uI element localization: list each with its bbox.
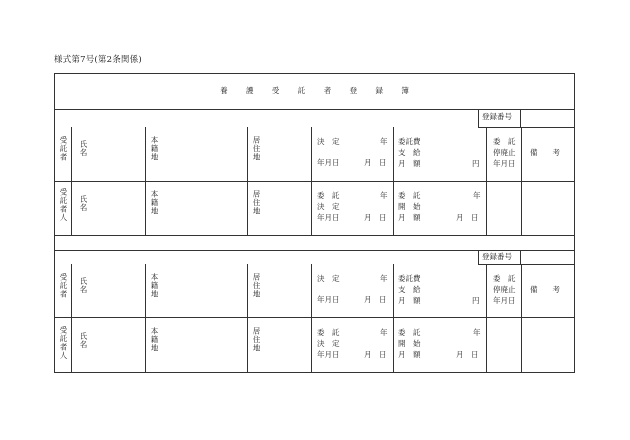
row-side-label: 受託者人	[59, 326, 68, 360]
rule	[55, 250, 574, 251]
decision-date-label: 委 託	[317, 328, 340, 337]
registration-number-label: 登録番号	[482, 112, 512, 121]
rule	[486, 264, 487, 372]
domicile-label: 本籍地	[150, 273, 159, 299]
rule	[71, 127, 72, 235]
rule	[393, 264, 394, 372]
year-label: 年	[380, 191, 388, 200]
month-day-label: 月 日	[364, 213, 387, 222]
name-label: 氏名	[79, 277, 88, 294]
title-char: 託	[297, 86, 306, 95]
stop-date-label: 年月日	[493, 159, 516, 168]
rule	[145, 127, 146, 235]
residence-label: 居住地	[252, 190, 261, 216]
page-title	[55, 86, 574, 96]
rule	[55, 317, 574, 318]
decision-date-label: 年月日	[317, 350, 340, 359]
yen-label: 円	[472, 296, 480, 305]
rule	[478, 264, 574, 265]
start-label: 月 額	[398, 350, 421, 359]
rule	[247, 127, 248, 235]
title-char: 者	[323, 86, 332, 95]
month-day-label: 月 日	[456, 350, 479, 359]
stop-date-label: 委 託	[493, 137, 516, 146]
remarks-label: 備 考	[530, 285, 560, 294]
decision-date-label: 年月日	[317, 158, 340, 167]
fee-label: 委託費	[398, 137, 421, 146]
month-day-label: 月 日	[364, 350, 387, 359]
decision-date-label: 決 定	[317, 137, 340, 146]
title-char: 登	[349, 86, 358, 95]
name-label: 氏名	[79, 140, 88, 157]
year-label: 年	[380, 274, 388, 283]
rule	[520, 250, 521, 264]
fee-label: 支 給	[398, 285, 421, 294]
year-label: 年	[380, 328, 388, 337]
start-label: 月 額	[398, 213, 421, 222]
rule	[311, 127, 312, 235]
rule	[55, 181, 574, 182]
title-char: 護	[246, 86, 254, 95]
domicile-label: 本籍地	[150, 190, 159, 216]
title-char: 養	[220, 86, 228, 95]
title-char: 受	[271, 86, 280, 95]
stop-date-label: 委 託	[493, 274, 516, 283]
rule	[521, 264, 522, 372]
rule	[486, 127, 487, 235]
yen-label: 円	[472, 159, 480, 168]
rule	[71, 264, 72, 372]
residence-label: 居住地	[252, 136, 261, 162]
rule	[55, 235, 574, 236]
row-side-label: 受託者人	[59, 188, 68, 222]
decision-date-label: 委 託	[317, 191, 340, 200]
registry-table	[54, 73, 575, 373]
row-side-label: 受託者	[59, 273, 68, 299]
rule	[311, 264, 312, 372]
start-label: 開 始	[398, 202, 421, 211]
name-label: 氏名	[79, 332, 88, 349]
start-label: 委 託	[398, 191, 421, 200]
title-char: 録	[375, 86, 383, 95]
rule	[478, 250, 479, 264]
fee-label: 支 給	[398, 148, 421, 157]
row-side-label: 受託者	[59, 136, 68, 162]
rule	[393, 127, 394, 235]
rule	[520, 109, 521, 127]
decision-date-label: 決 定	[317, 202, 340, 211]
year-label: 年	[380, 137, 388, 146]
start-label: 開 始	[398, 339, 421, 348]
rule	[478, 109, 479, 127]
decision-date-label: 年月日	[317, 295, 340, 304]
residence-label: 居住地	[252, 327, 261, 353]
title-char: 簿	[401, 86, 409, 95]
rule	[478, 127, 574, 128]
rule	[247, 264, 248, 372]
year-label: 年	[473, 191, 481, 200]
rule	[145, 264, 146, 372]
stop-date-label: 年月日	[493, 296, 516, 305]
domicile-label: 本籍地	[150, 136, 159, 162]
name-label: 氏名	[79, 195, 88, 212]
form-number-label: 様式第7号(第2条関係)	[54, 55, 142, 65]
fee-label: 委託費	[398, 274, 421, 283]
decision-date-label: 年月日	[317, 213, 340, 222]
fee-label: 月 額	[398, 159, 421, 168]
stop-date-label: 停廃止	[493, 148, 516, 157]
fee-label: 月 額	[398, 296, 421, 305]
domicile-label: 本籍地	[150, 327, 159, 353]
stop-date-label: 停廃止	[493, 285, 516, 294]
residence-label: 居住地	[252, 273, 261, 299]
rule	[521, 127, 522, 235]
month-day-label: 月 日	[364, 158, 387, 167]
month-day-label: 月 日	[364, 295, 387, 304]
month-day-label: 月 日	[456, 213, 479, 222]
remarks-label: 備 考	[530, 148, 560, 157]
decision-date-label: 決 定	[317, 339, 340, 348]
registration-number-label: 登録番号	[482, 252, 512, 261]
decision-date-label: 決 定	[317, 274, 340, 283]
rule	[55, 109, 574, 110]
start-label: 委 託	[398, 328, 421, 337]
year-label: 年	[473, 328, 481, 337]
